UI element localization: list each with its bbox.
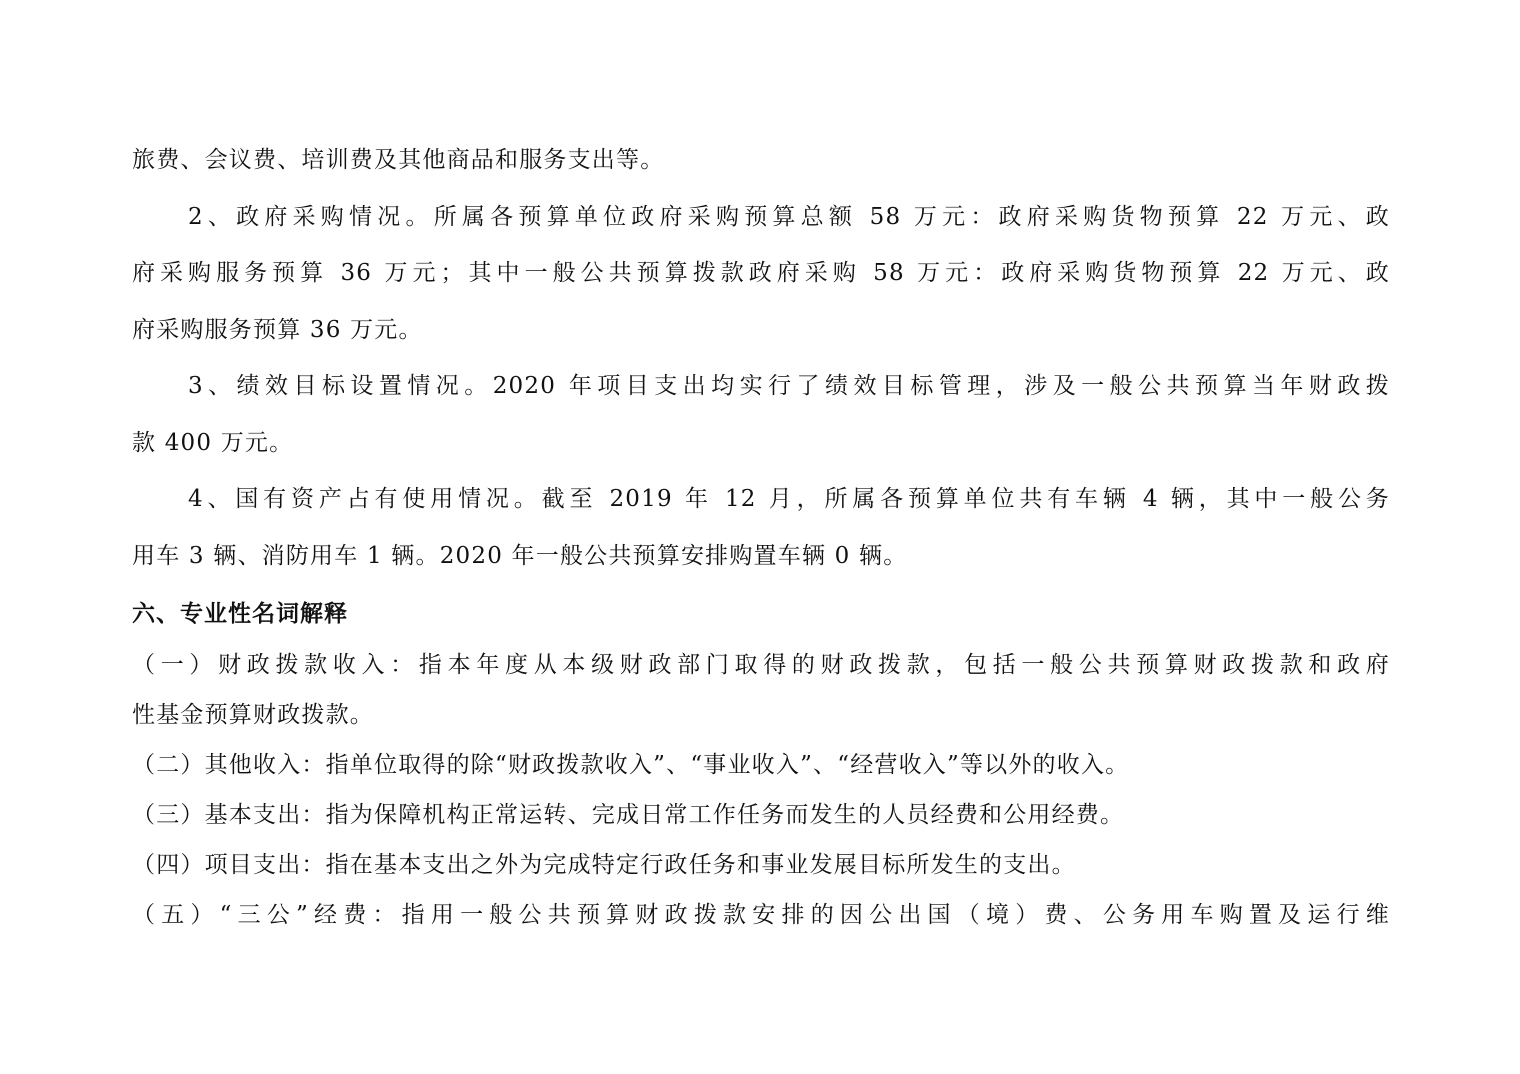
paragraph-performance-line-1: 3、绩效目标设置情况。2020 年项目支出均实行了绩效目标管理，涉及一般公共预算当年财政拨 bbox=[188, 373, 1390, 399]
definition-three-public-expenses-line-1: （五）“三公”经费：指用一般公共预算财政拨款安排的因公出国（境）费、公务用车购置及运行维 bbox=[132, 902, 1390, 928]
paragraph-assets-line-2: 用车 3 辆、消防用车 1 辆。2020 年一般公共预算安排购置车辆 0 辆。 bbox=[132, 542, 908, 569]
paragraph-procurement-line-1: 2、政府采购情况。所属各预算单位政府采购预算总额 58 万元：政府采购货物预算 22 万元、政 bbox=[188, 203, 1390, 230]
paragraph-procurement-line-2: 府采购服务预算 36 万元；其中一般公共预算拨款政府采购 58 万元：政府采购货物预算 22 万元、政 bbox=[132, 260, 1390, 286]
definition-other-income: （二）其他收入：指单位取得的除“财政拨款收入”、“事业收入”、“经营收入”等以外的收入。 bbox=[132, 752, 1130, 778]
paragraph-performance-line-2: 款 400 万元。 bbox=[132, 429, 294, 456]
definition-fiscal-allocation-line-1: （一）财政拨款收入：指本年度从本级财政部门取得的财政拨款，包括一般公共预算财政拨款和政府 bbox=[132, 652, 1390, 678]
definition-fiscal-allocation-line-2: 性基金预算财政拨款。 bbox=[132, 702, 374, 728]
paragraph-expense-tail: 旅费、会议费、培训费及其他商品和服务支出等。 bbox=[132, 147, 665, 173]
paragraph-procurement-line-3: 府采购服务预算 36 万元。 bbox=[132, 316, 423, 343]
definition-project-expenditure: （四）项目支出：指在基本支出之外为完成特定行政任务和事业发展目标所发生的支出。 bbox=[132, 852, 1076, 878]
section-heading: 六、专业性名词解释 bbox=[132, 601, 348, 627]
document-page bbox=[132, 136, 1390, 940]
definition-basic-expenditure: （三）基本支出：指为保障机构正常运转、完成日常工作任务而发生的人员经费和公用经费。 bbox=[132, 802, 1125, 828]
paragraph-assets-line-1: 4、国有资产占有使用情况。截至 2019 年 12 月，所属各预算单位共有车辆 4 辆，其中一般公务 bbox=[188, 486, 1390, 512]
